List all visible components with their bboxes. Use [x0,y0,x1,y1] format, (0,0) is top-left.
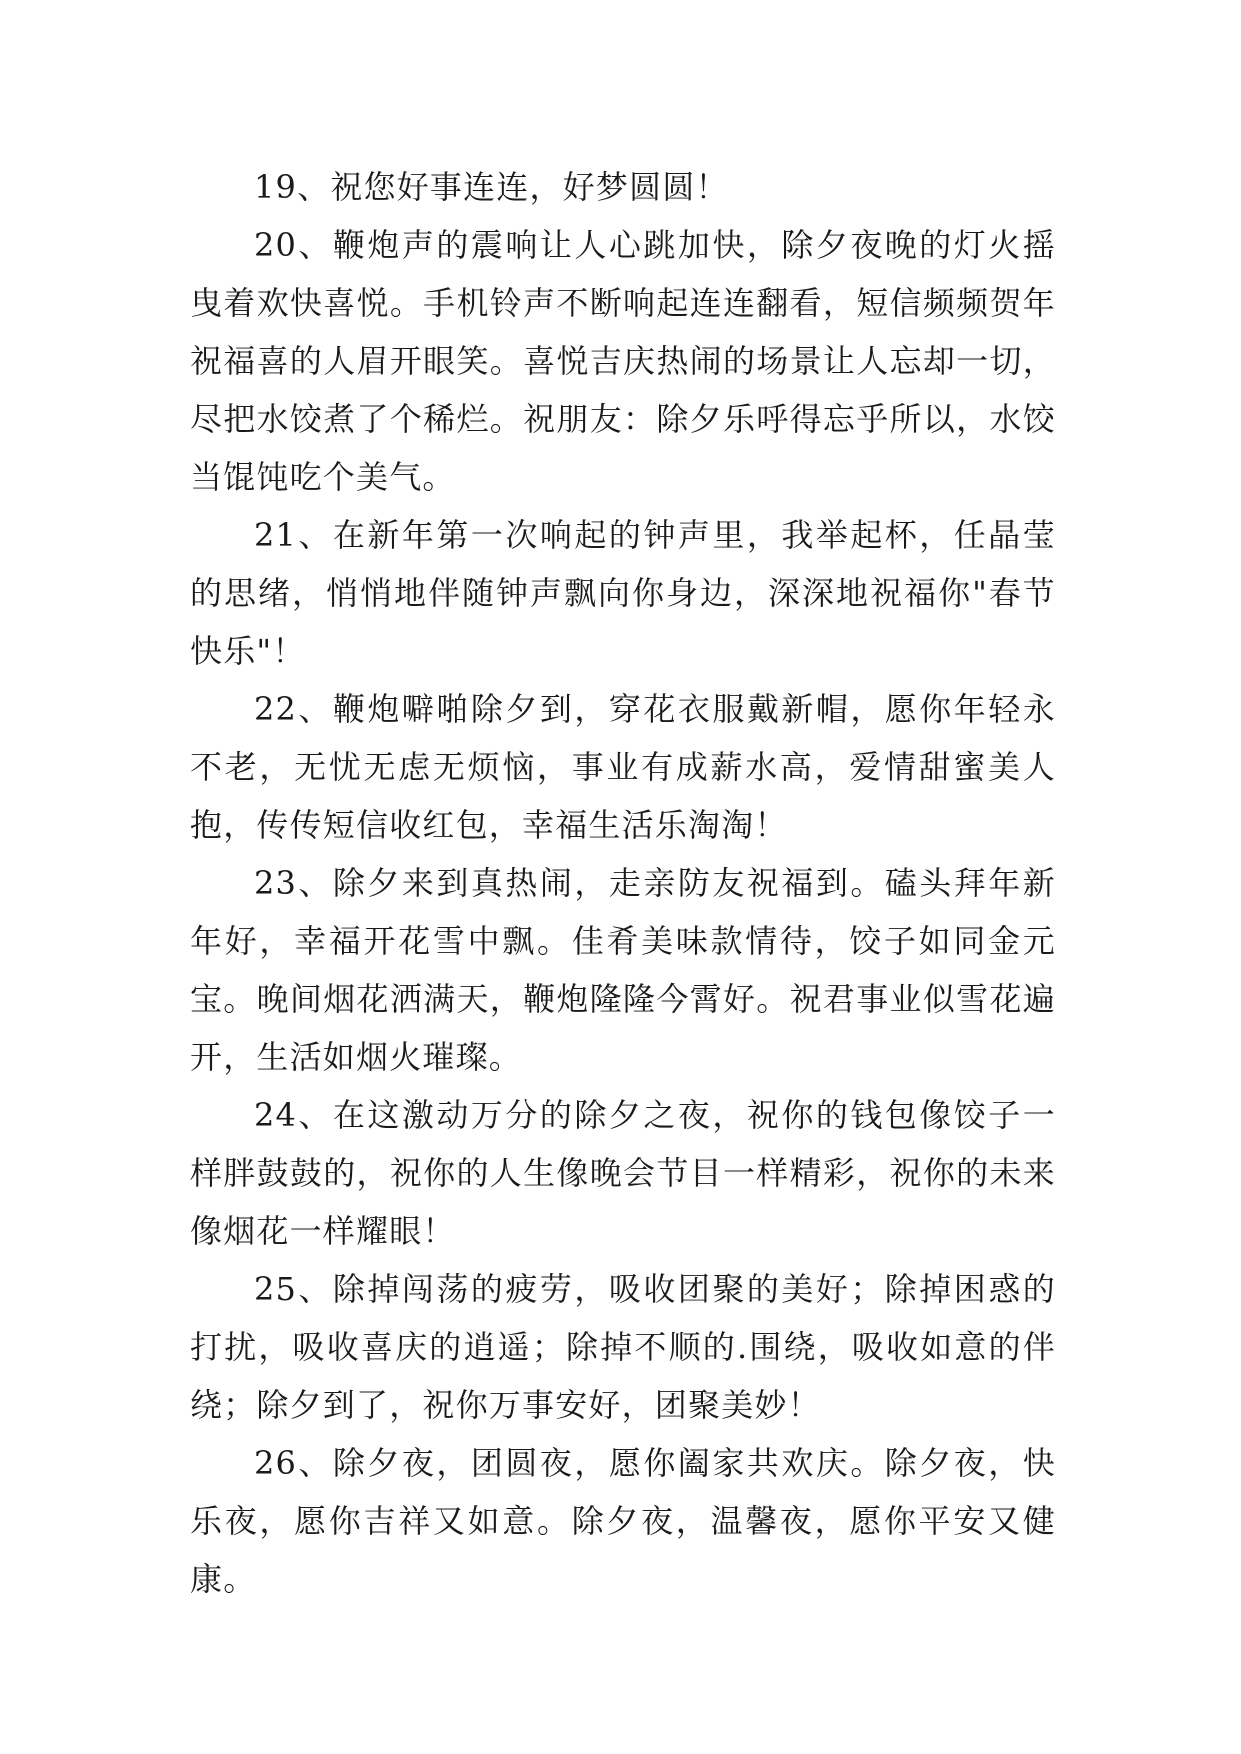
paragraph-25: 25、除掉闯荡的疲劳，吸收团聚的美好；除掉困惑的打扰，吸收喜庆的逍遥；除掉不顺的.围绕，吸收如意的伴绕；除夕到了，祝你万事安好，团聚美妙！ [190,1270,1056,1424]
paragraph-21: 21、在新年第一次响起的钟声里，我举起杯，任晶莹的思绪，悄悄地伴随钟声飘向你身边，深深地祝福你"春节快乐"！ [190,516,1056,670]
paragraph-24: 24、在这激动万分的除夕之夜，祝你的钱包像饺子一样胖鼓鼓的，祝你的人生像晚会节目一样精彩，祝你的未来像烟花一样耀眼！ [190,1096,1056,1250]
document-body [190,158,1056,1608]
paragraph-26: 26、除夕夜，团圆夜，愿你阖家共欢庆。除夕夜，快乐夜，愿你吉祥又如意。除夕夜，温馨夜，愿你平安又健康。 [190,1444,1056,1598]
paragraph-20: 20、鞭炮声的震响让人心跳加快，除夕夜晚的灯火摇曳着欢快喜悦。手机铃声不断响起连连翻看，短信频频贺年祝福喜的人眉开眼笑。喜悦吉庆热闹的场景让人忘却一切，尽把水饺煮了个稀烂。祝朋友：除夕乐呼得忘乎所以，水饺当馄饨吃个美气。 [190,226,1056,496]
paragraph-22: 22、鞭炮噼啪除夕到，穿花衣服戴新帽，愿你年轻永不老，无忧无虑无烦恼，事业有成薪水高，爱情甜蜜美人抱，传传短信收红包，幸福生活乐淘淘！ [190,690,1056,844]
paragraph-19: 19、祝您好事连连，好梦圆圆！ [254,168,729,206]
paragraph-23: 23、除夕来到真热闹，走亲防友祝福到。磕头拜年新年好，幸福开花雪中飘。佳肴美味款情待，饺子如同金元宝。晚间烟花洒满天，鞭炮隆隆今霄好。祝君事业似雪花遍开，生活如烟火璀璨。 [190,864,1056,1076]
